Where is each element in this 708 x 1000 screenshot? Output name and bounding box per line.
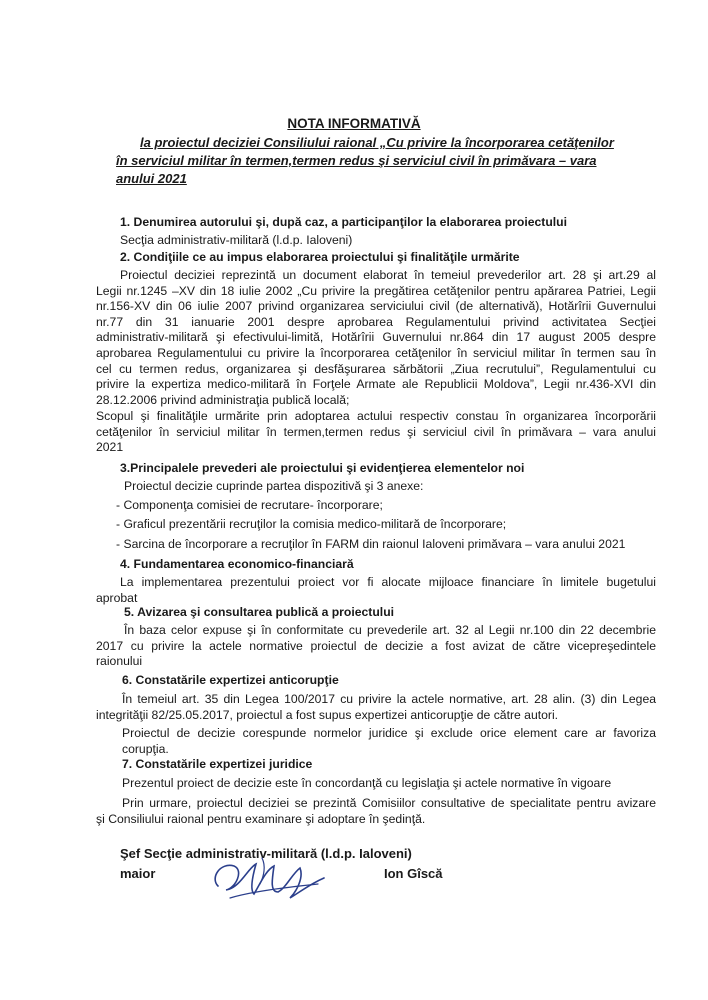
- section-2-paragraph-2: [96, 409, 656, 456]
- subtitle-line-1: la proiectul deciziei Consiliului raional „Cu privire la încorporarea cetăţenilor: [140, 135, 614, 150]
- section-6-text: [96, 692, 656, 757]
- s5-line: În baza celor expuse şi în conformitate cu prevederile art. 32 al Legii nr.100 din 22 decembrie: [124, 623, 656, 637]
- section-4-heading: 4. Fundamentarea economico-financiară: [120, 557, 354, 571]
- s4-line: La implementarea prezentului proiect vor fi alocate mijloace financiare în limitele bugetului: [120, 575, 656, 589]
- s6-line: integrităţii 82/25.05.2017, proiectul a fost supus expertizei anticorupţie de către autori.: [96, 707, 559, 722]
- subtitle-line-3: anului 2021: [116, 171, 187, 186]
- s2-p2-line: 2021: [96, 440, 124, 455]
- section-7-heading: 7. Constatările expertizei juridice: [122, 757, 313, 771]
- section-2-heading: 2. Condiţiile ce au impus elaborarea proiectului şi finalităţile urmărite: [120, 250, 520, 264]
- section-3-item: - Graficul prezentării recruţilor la comisia medico-militară de încorporare;: [116, 517, 507, 531]
- s5-line: raionului: [96, 654, 143, 669]
- section-7-text: [96, 796, 656, 827]
- s2-p1-line: cel cu termen redus, organizarea şi desfăşurarea sărbătorii „Ziua recrutului”, Regulamentului cu: [96, 361, 656, 376]
- section-1-text: Secţia administrativ-militară (l.d.p. Ialoveni): [120, 233, 353, 247]
- s7-line: şi Consiliului raional pentru examinare şi adoptare în şedinţă.: [96, 811, 426, 826]
- s2-p2-line: cetăţenilor în serviciul militar în termen,termen redus şi serviciul civil în primăvara – vara anului: [96, 424, 656, 439]
- document-title: NOTA INFORMATIVĂ: [287, 116, 421, 131]
- signature-position: Şef Secţie administrativ-militară (l.d.p. Ialoveni): [120, 846, 412, 861]
- s2-p1-line: aprobarea Regulamentului cu privire la încorporarea cetăţenilor în serviciul militar în termen sau în: [96, 345, 656, 360]
- section-6-heading: 6. Constatările expertizei anticorupţie: [122, 673, 339, 687]
- s4-line: aprobat: [96, 590, 138, 605]
- s2-p1-line: administrativ-militară şi efectivului-limită, Hotărîrii Guvernului nr.864 din 17 august 2005 despre: [96, 330, 656, 345]
- subtitle-line-2: în serviciul militar în termen,termen redus şi serviciul civil în primăvara – vara: [116, 153, 597, 168]
- handwritten-signature-icon: [200, 848, 340, 908]
- section-5-heading: 5. Avizarea şi consultarea publică a proiectului: [124, 605, 395, 619]
- section-4-text: [96, 575, 656, 606]
- signature-name: Ion Gîscă: [384, 866, 443, 881]
- section-1-heading: 1. Denumirea autorului şi, după caz, a participanţilor la elaborarea proiectului: [120, 215, 567, 229]
- s5-line: 2017 cu privire la actele normative proiectul de decizie a fost avizat de către vicepreşedintele: [96, 638, 656, 653]
- s2-p1-line: nr.156-XV din 06 iulie 2007 privind organizarea serviciului civil (de alternativă), Hotărîrii Guvernului: [96, 299, 656, 314]
- section-3-item: - Sarcina de încorporare a recruţilor în FARM din raionul Ialoveni primăvara – vara anului 2021: [116, 537, 626, 551]
- s2-p1-line: nr.77 din 31 ianuarie 2001 despre aprobarea Regulamentului privind activitatea Secţiei: [96, 314, 656, 329]
- section-5-text: [96, 623, 656, 670]
- s6-line: În temeiul art. 35 din Legea 100/2017 cu privire la actele normative, art. 28 alin. (3) din Legea: [122, 692, 656, 706]
- section-7-line: Prezentul proiect de decizie este în concordanţă cu legislaţia şi actele normative în vigoare: [122, 776, 612, 790]
- s2-p1-line: Proiectul deciziei reprezintă un document elaborat în temeiul prevederilor art. 28 şi art.29 al: [120, 268, 656, 282]
- section-2-paragraph-1: [96, 268, 656, 408]
- s2-p1-line: privire la expertiza medico-militară în Forţele Armate ale Republicii Moldova”, Legii nr.436-XVI din: [96, 377, 656, 392]
- section-3-heading: 3.Principalele prevederi ale proiectului şi evidenţierea elementelor noi: [120, 461, 525, 475]
- s6-line: Proiectul de decizie corespunde normelor juridice şi exclude orice element care ar favoriza: [122, 726, 656, 741]
- s6-line: corupţia.: [122, 741, 169, 756]
- s2-p2-line: Scopul şi finalităţile urmărite prin adoptarea actului respectiv constau în organizarea încorporării: [96, 409, 656, 423]
- section-3-item: - Componenţa comisiei de recrutare- încorporare;: [116, 498, 383, 512]
- s7-line: Prin urmare, proiectul deciziei se prezintă Comisiilor consultative de specialitate pentru avizare: [122, 796, 656, 810]
- signature-rank: maior: [120, 866, 156, 881]
- s2-p1-line: 28.12.2006 privind administraţia publică locală;: [96, 392, 350, 407]
- s2-p1-line: Legii nr.1245 –XV din 18 iulie 2002 „Cu privire la pregătirea cetăţenilor pentru apărarea Patriei, Legii: [96, 283, 656, 298]
- section-3-intro: Proiectul decizie cuprinde partea dispozitivă şi 3 anexe:: [124, 479, 424, 493]
